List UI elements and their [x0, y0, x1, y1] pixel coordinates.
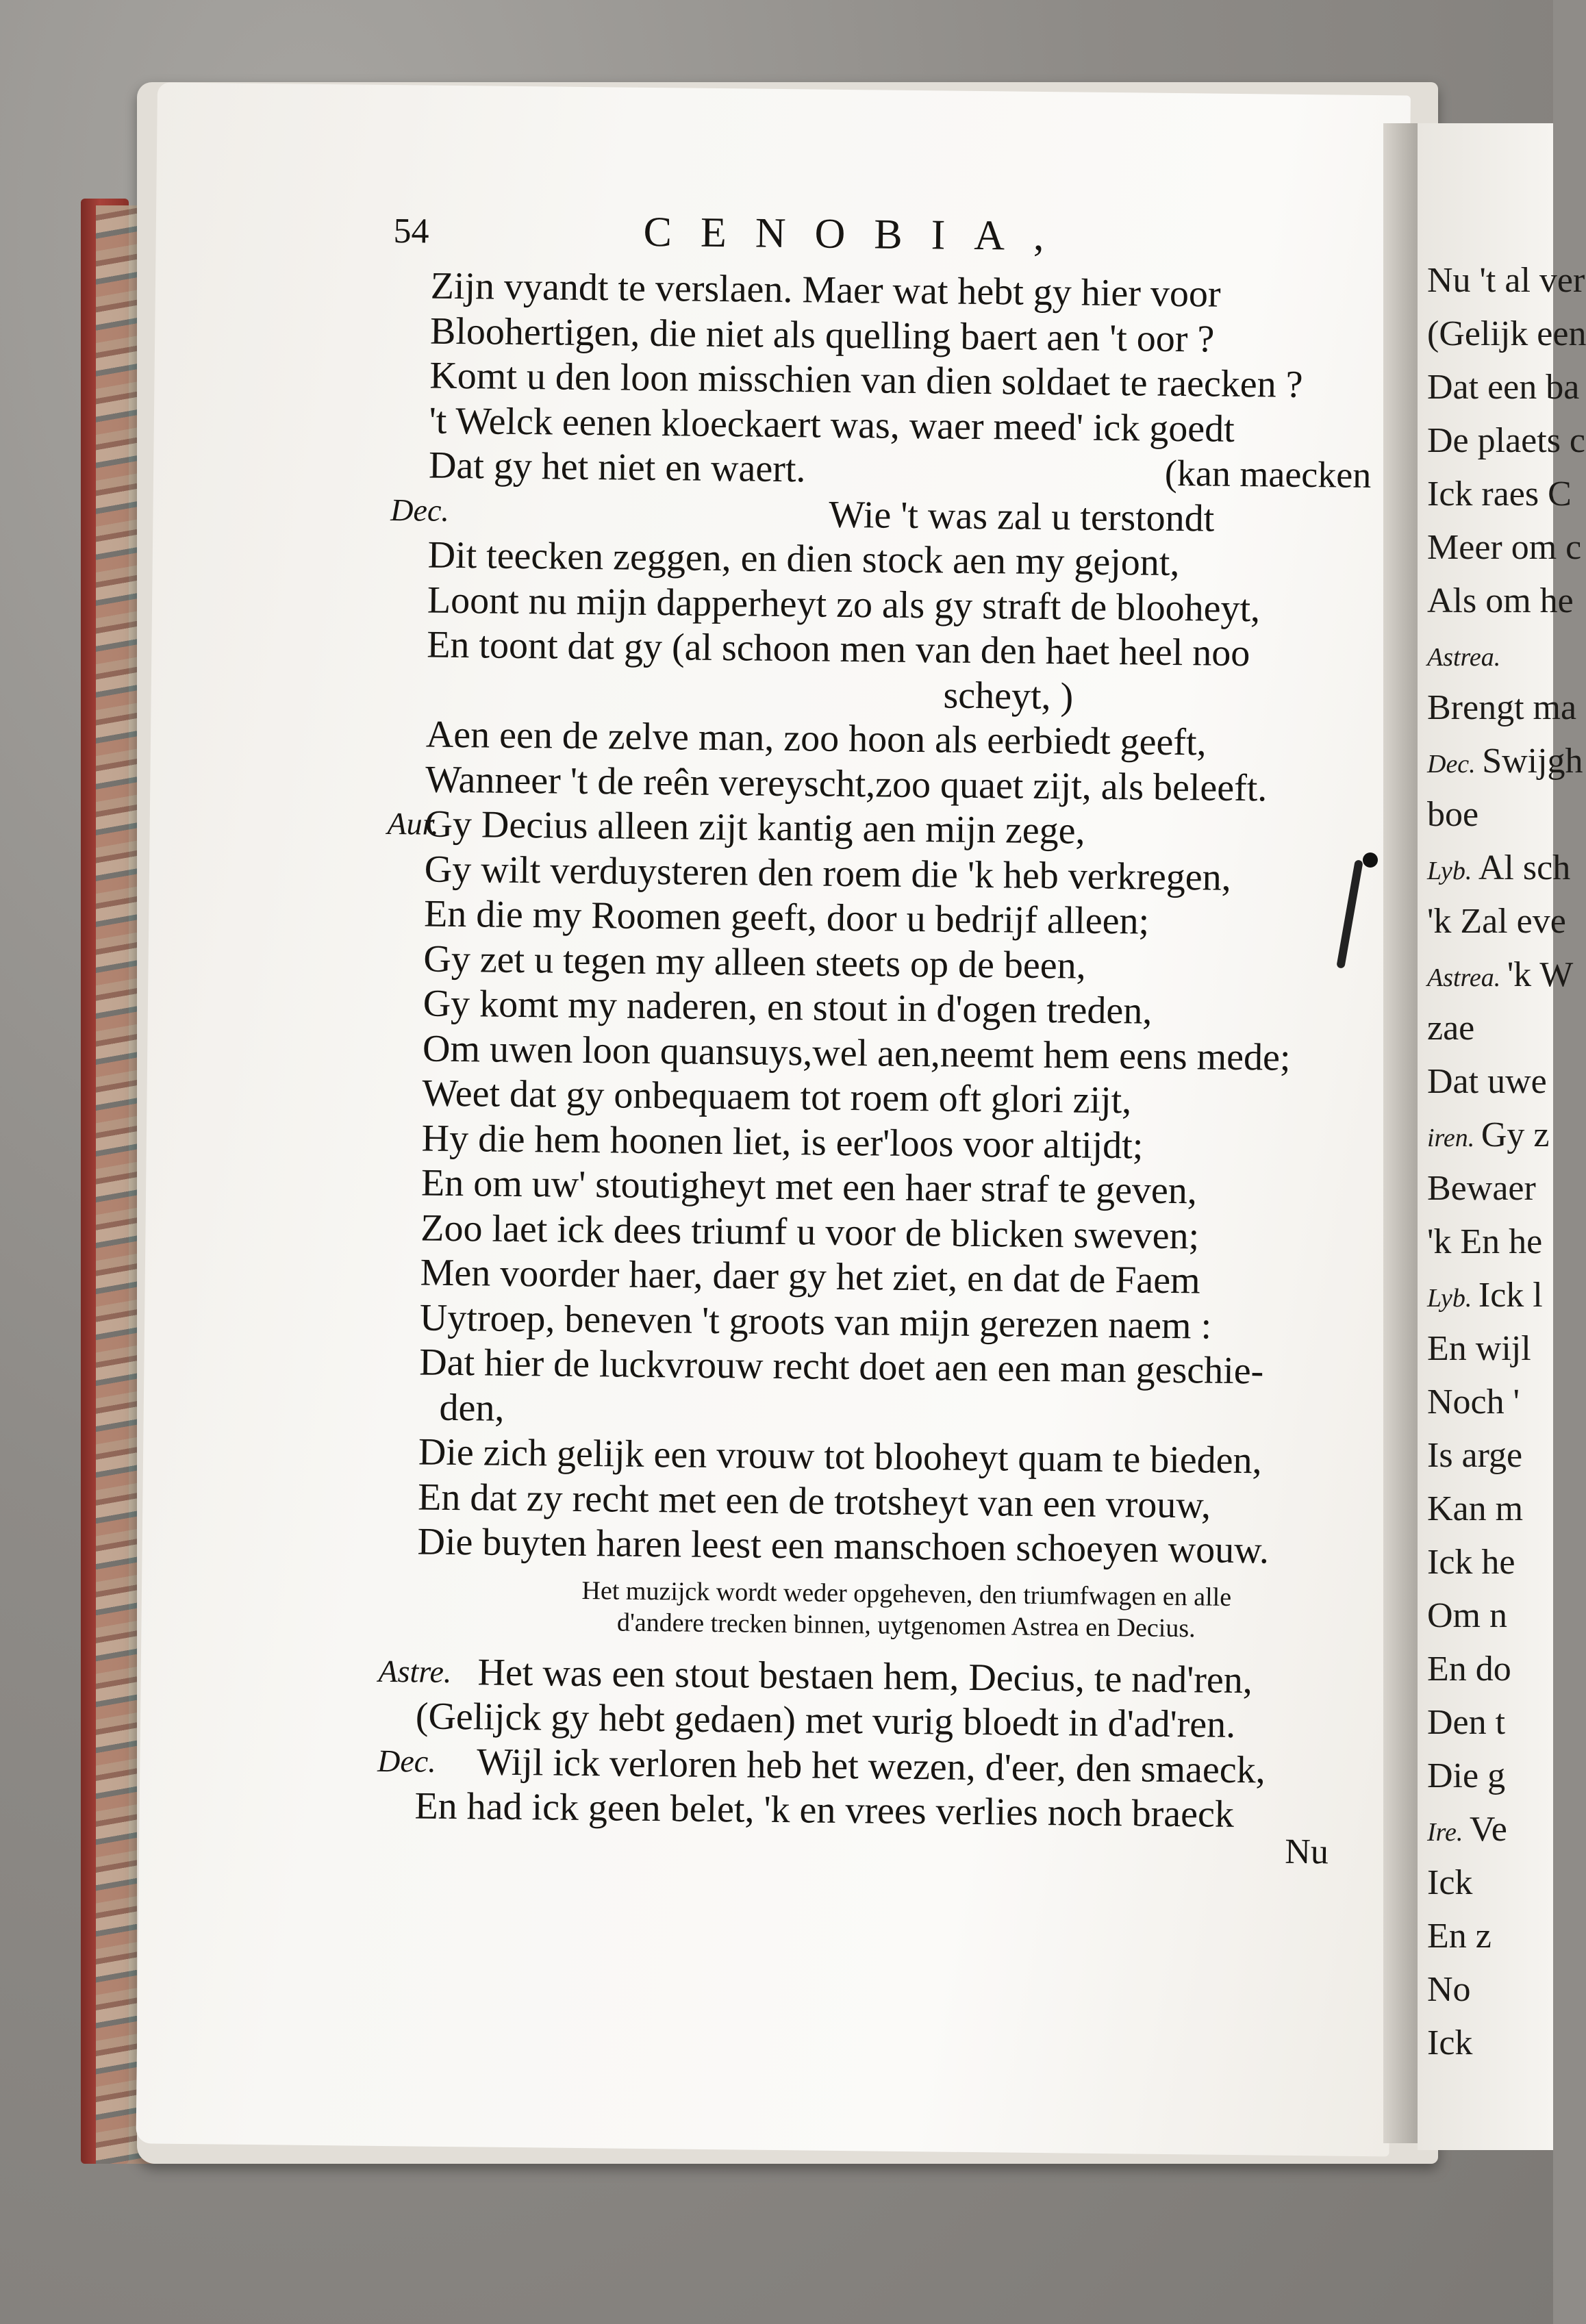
facing-page-line: [1427, 1435, 1522, 1476]
verse-line: Loont nu mijn dapperheyt zo als gy straft de blooheyt,: [427, 579, 1261, 630]
facing-line-text: zae: [1427, 1009, 1475, 1048]
facing-speaker-label: iren.: [1427, 1124, 1481, 1152]
verse-line: Wie 't was zal u terstondt: [828, 493, 1215, 540]
verse-line: (Gelijck gy hebt gedaen) met vurig bloedt in d'ad'ren.: [415, 1695, 1236, 1746]
speaker-label: Dec.: [377, 1743, 437, 1779]
verse-line: Wijl ick verloren heb het wezen, d'eer, den smaeck,: [476, 1740, 1266, 1791]
verse-line: Dit teecken zeggen, en dien stock aen my gejont,: [427, 533, 1180, 585]
facing-line-text: 'k En he: [1427, 1222, 1543, 1261]
verse-line: Het was een stout bestaen hem, Decius, te nad'ren,: [477, 1650, 1253, 1702]
verse-line: Dat hier de luckvrouw recht doet aen een man geschie-: [418, 1341, 1264, 1393]
facing-page-line: [1427, 1489, 1523, 1529]
verse-line: Gy komt my naderen, en stout in d'ogen treden,: [423, 982, 1153, 1033]
facing-speaker-label: Astrea.: [1427, 963, 1507, 992]
facing-line-text: Kan m: [1427, 1489, 1524, 1528]
facing-line-text: Al sch: [1478, 848, 1571, 887]
verse-line: En had ick geen belet, 'k en vrees verlies noch braeck: [414, 1784, 1235, 1836]
facing-page-line: [1427, 1969, 1471, 2010]
facing-line-text: Is arge: [1427, 1436, 1523, 1475]
facing-line-text: Ick: [1427, 1863, 1473, 1902]
facing-page-line: [1427, 687, 1576, 728]
page-number: 54: [393, 211, 429, 251]
facing-line-text: Den t: [1427, 1703, 1506, 1742]
facing-page-line: [1427, 1702, 1505, 1743]
facing-line-text: En wijl: [1427, 1329, 1531, 1368]
verse-line: Bloohertigen, die niet als quelling baert aen 't oor ?: [429, 310, 1215, 361]
verse-line: Gy wilt verduysteren den roem die 'k heb verkregen,: [424, 848, 1232, 899]
facing-page-line: [1427, 794, 1478, 835]
verse-line: Men voorder haer, daer gy het ziet, en dat de Faem: [420, 1251, 1201, 1302]
facing-line-text: Swijgh: [1482, 742, 1583, 781]
facing-page-line: [1427, 581, 1574, 621]
verse-line: Zoo laet ick dees triumf u voor de blicken sweven;: [420, 1206, 1200, 1257]
facing-page-line: [1427, 1809, 1507, 1849]
verse-line: Hy die hem hoonen liet, is eer'loos voor altijdt;: [421, 1117, 1144, 1167]
verse-line: En die my Roomen geeft, door u bedrijf alleen;: [423, 892, 1150, 943]
facing-page-line: [1427, 1595, 1507, 1636]
pin-head: [1363, 852, 1378, 868]
facing-page-line: [1427, 420, 1585, 461]
facing-page-line: [1427, 741, 1583, 781]
facing-page-line: [1427, 1275, 1543, 1315]
facing-line-text: En do: [1427, 1650, 1511, 1689]
facing-page-line: [1427, 1756, 1505, 1796]
facing-page-line: [1427, 1862, 1472, 1903]
verse-line: Om uwen loon quansuys,wel aen,neemt hem eens mede;: [422, 1027, 1291, 1079]
verse-line: Aen een de zelve man, zoo hoon als eerbiedt geeft,: [425, 713, 1207, 764]
facing-line-text: Die g: [1427, 1756, 1506, 1795]
speaker-label: Aur.: [387, 805, 440, 842]
facing-page-line: [1427, 848, 1570, 888]
facing-line-text: Ick l: [1478, 1276, 1543, 1315]
facing-speaker-label: Ire.: [1427, 1818, 1470, 1847]
verse-line: Die zich gelijk een vrouw tot blooheyt quam te bieden,: [418, 1430, 1262, 1482]
facing-speaker-label: Lyb.: [1427, 857, 1478, 885]
facing-line-text: De plaets c: [1427, 421, 1586, 460]
stage-direction-line: d'andere trecken binnen, uytgenomen Astrea en Decius.: [616, 1608, 1196, 1643]
speaker-label: Astre.: [378, 1653, 452, 1689]
facing-line-text: Dat een ba: [1427, 368, 1580, 407]
verse-line: 't Welck eenen kloeckaert was, waer meed' ick goedt: [429, 399, 1235, 451]
verse-line: En om uw' stoutigheyt met een haer straf te geven,: [420, 1161, 1198, 1213]
facing-page-line: [1427, 1115, 1549, 1155]
facing-speaker-label: Dec.: [1427, 750, 1483, 779]
facing-page-line: [1427, 1222, 1542, 1262]
facing-page-line: [1427, 1328, 1531, 1369]
facing-line-text: 'k Zal eve: [1427, 902, 1566, 941]
facing-page-line: [1427, 1008, 1474, 1048]
verse-line: Die buyten haren leest een manschoen schoeyen wouw.: [417, 1520, 1270, 1572]
facing-line-text: Als om he: [1427, 581, 1574, 620]
verse-line: En dat zy recht met een de trotsheyt van een vrouw,: [417, 1475, 1211, 1527]
facing-line-text: Noch ': [1427, 1382, 1520, 1422]
turnover-text: (kan maecken: [1164, 452, 1372, 496]
facing-page-line: [1427, 955, 1573, 995]
facing-line-text: 'k W: [1507, 955, 1574, 994]
verse-line: En toont dat gy (al schoon men van den haet heel noo: [426, 623, 1250, 675]
running-title: CENOBIA,: [643, 208, 1073, 260]
facing-page-line: [1427, 1168, 1536, 1209]
facing-line-text: No: [1427, 1970, 1471, 2009]
facing-speaker-label: Astrea.: [1427, 643, 1501, 672]
verse-line: Dat gy het niet en waert.: [428, 444, 806, 491]
facing-line-text: Ick he: [1427, 1543, 1515, 1582]
facing-line-text: boe: [1427, 795, 1479, 834]
facing-line-text: Bewaer: [1427, 1169, 1536, 1208]
facing-page-line: [1427, 1542, 1515, 1582]
facing-line-text: Gy z: [1481, 1115, 1550, 1154]
facing-line-text: (Gelijk een: [1427, 314, 1586, 353]
facing-line-text: Om n: [1427, 1596, 1507, 1635]
facing-line-text: Brengt ma: [1427, 688, 1577, 727]
verse-line: Wanneer 't de reên vereyscht,zoo quaet zijt, als beleeft.: [425, 758, 1268, 809]
facing-line-text: Nu 't al ver: [1427, 261, 1585, 300]
facing-page-line: [1427, 1061, 1547, 1102]
verse-line: scheyt, ): [943, 673, 1074, 718]
facing-page-line: [1427, 634, 1500, 674]
catchword: Nu: [1285, 1832, 1329, 1871]
verse-line: den,: [439, 1386, 505, 1430]
verse-line: Gy zet u tegen my alleen steets op de been,: [423, 937, 1086, 987]
facing-page-line: [1427, 901, 1566, 942]
facing-page-line: [1427, 1649, 1511, 1689]
facing-page-line: [1427, 314, 1586, 354]
verse-line: Weet dat gy onbequaem tot roem oft glori zijt,: [422, 1072, 1132, 1122]
verse-line: Gy Decius alleen zijt kantig aen mijn zege,: [425, 803, 1085, 852]
facing-speaker-label: Lyb.: [1427, 1284, 1478, 1313]
facing-page-line: [1427, 527, 1581, 568]
facing-line-text: Ick: [1427, 2023, 1473, 2062]
facing-page-line: [1427, 474, 1572, 514]
facing-line-text: Meer om c: [1427, 528, 1582, 567]
facing-line-text: Ick raes C: [1427, 475, 1572, 514]
facing-page-line: [1427, 260, 1585, 301]
verse-line: Komt u den loon misschien van dien soldaet te raecken ?: [429, 354, 1303, 406]
facing-line-text: Dat uwe: [1427, 1062, 1547, 1101]
stage-direction-line: Het muzijck wordt weder opgeheven, den triumfwagen en alle: [581, 1576, 1232, 1612]
facing-line-text: Ve: [1469, 1810, 1507, 1849]
verse-line: Zijn vyandt te verslaen. Maer wat hebt gy hier voor: [430, 264, 1221, 316]
page-header: [393, 205, 1394, 270]
verse-line: Uytroep, beneven 't groots van mijn gerezen naem :: [419, 1296, 1212, 1348]
book-page-right: [1418, 123, 1586, 2150]
facing-page-line: [1427, 1916, 1491, 1956]
speaker-label: Dec.: [390, 492, 450, 528]
facing-page-line: [1427, 1382, 1520, 1422]
facing-page-line: [1427, 367, 1579, 407]
facing-line-text: En z: [1427, 1917, 1491, 1956]
facing-page-line: [1427, 2023, 1472, 2063]
